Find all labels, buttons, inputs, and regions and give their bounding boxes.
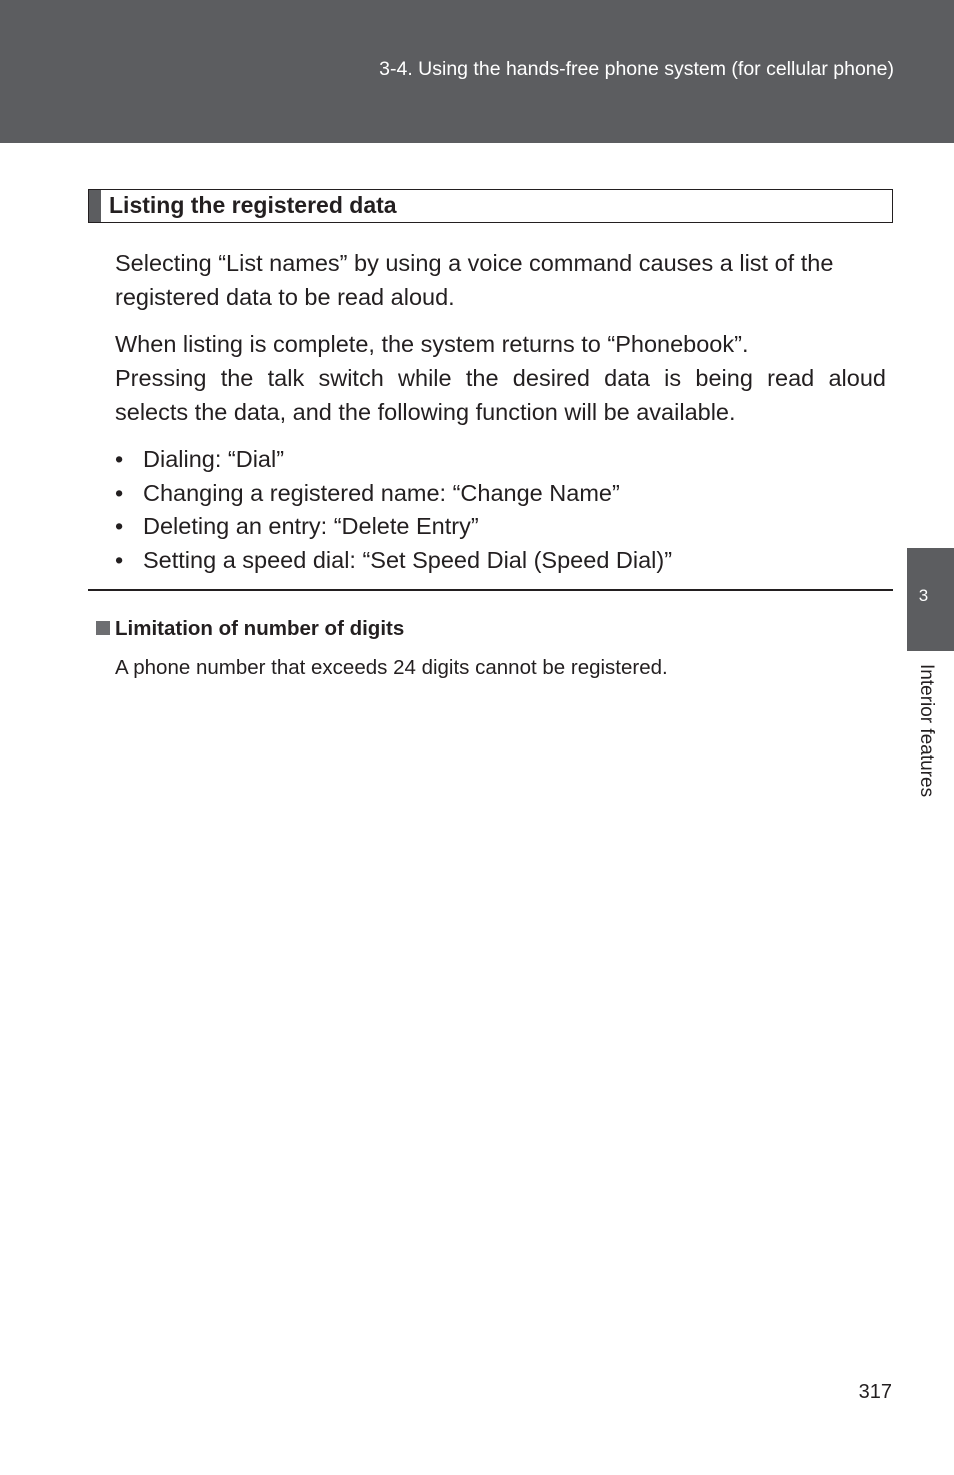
list-item [115,443,672,477]
chapter-label: Interior features [916,664,937,798]
list-item [115,510,672,544]
note-heading [96,617,404,641]
page-number: 317 [858,1381,892,1403]
list-item-text: Deleting an entry: “Delete Entry” [143,513,479,539]
bullet-glyph: • [115,546,124,573]
bullet-glyph: • [115,446,124,472]
paragraph-line: When listing is complete, the system returns to “Phonebook”. [115,331,749,357]
list-item [115,544,672,578]
chapter-title: 3-4. Using the hands-free phone system (for cellular phone) [379,58,894,80]
bullet-glyph: • [115,479,124,506]
list-item [115,477,672,511]
note-text: A phone number that exceeds 24 digits cannot be registered. [115,656,668,679]
paragraph-line: selects the data, and the following function will be available. [115,399,736,425]
list-item-text: Dialing: “Dial” [143,446,285,472]
note-heading-text: Limitation of number of digits [115,617,405,640]
section-marker [89,190,101,222]
chapter-number: 3 [918,586,929,605]
list-item-text: Changing a registered name: “Change Name” [143,479,620,506]
paragraph-line: Pressing the talk switch while the desired data is being read aloud [115,365,886,391]
bullet-glyph: • [115,513,124,539]
section-divider [88,589,893,591]
section-heading-box [88,189,893,223]
header-band [0,0,954,143]
chapter-tab [907,548,954,651]
paragraph-list-names: Selecting “List names” by using a voice command causes a list of the registered data to be read aloud. [115,250,834,310]
paragraph-listing-complete [115,327,886,429]
square-bullet-icon [96,621,110,635]
section-title: Listing the registered data [109,192,397,218]
function-list [115,443,672,577]
list-item-text: Setting a speed dial: “Set Speed Dial (Speed Dial)” [143,546,673,573]
